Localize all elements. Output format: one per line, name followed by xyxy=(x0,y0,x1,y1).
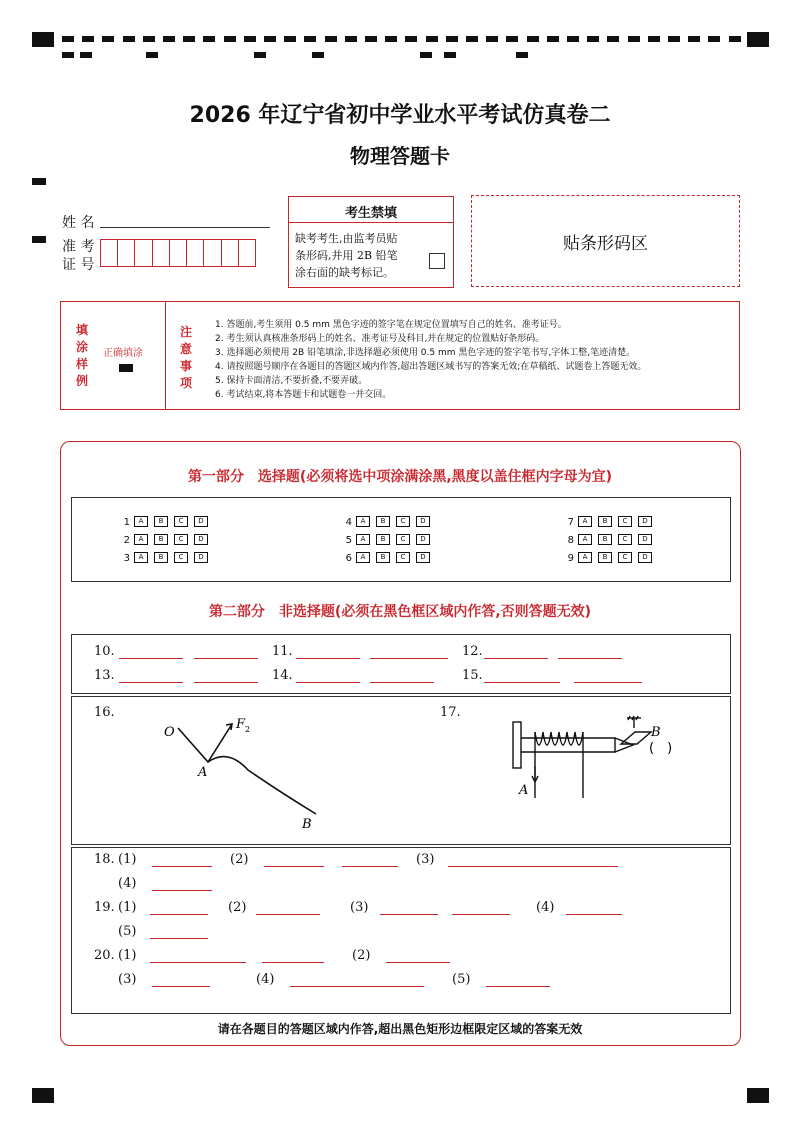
q17-current-label: A xyxy=(519,783,529,798)
timing-mark xyxy=(668,36,680,42)
question-number: 6 xyxy=(345,552,352,564)
timing-mark xyxy=(628,36,640,42)
q18-label: 18. xyxy=(94,852,115,867)
q20-part4: (4) xyxy=(256,972,275,987)
timing-mark xyxy=(506,36,518,42)
proctor-text-1: 缺考考生,由监考员贴 xyxy=(295,232,398,245)
proctor-text-2: 条形码,并用 2B 铅笔 xyxy=(295,249,398,262)
instructions-box xyxy=(60,301,740,410)
timing-mark xyxy=(284,36,296,42)
timing-mark xyxy=(587,36,599,42)
option-bubble-d[interactable]: D xyxy=(416,516,430,527)
timing-mark xyxy=(325,36,337,42)
option-bubble-b[interactable]: B xyxy=(376,552,390,563)
question-number: 3 xyxy=(123,552,130,564)
choice-question-row xyxy=(562,534,658,546)
option-bubble-c[interactable]: C xyxy=(396,534,410,545)
side-mark xyxy=(32,178,46,185)
q20-part5: (5) xyxy=(452,972,471,987)
option-bubble-b[interactable]: B xyxy=(154,552,168,563)
timing-mark xyxy=(264,36,276,42)
option-bubble-a[interactable]: A xyxy=(356,552,370,563)
option-bubble-c[interactable]: C xyxy=(174,552,188,563)
choice-question-row xyxy=(118,534,214,546)
timing-mark xyxy=(547,36,559,42)
option-bubble-b[interactable]: B xyxy=(598,552,612,563)
choice-question-row xyxy=(340,552,436,564)
timing-mark xyxy=(607,36,619,42)
q17-label: 17. xyxy=(440,705,461,720)
proctor-box xyxy=(288,196,454,288)
side-mark xyxy=(32,236,46,243)
timing-mark xyxy=(80,52,92,58)
option-bubble-a[interactable]: A xyxy=(134,534,148,545)
question-number: 4 xyxy=(345,516,352,528)
barcode-area-label: 贴条形码区 xyxy=(563,233,648,254)
q19-part4: (4) xyxy=(536,900,555,915)
timing-mark xyxy=(516,52,528,58)
part1-heading: 第一部分 选择题(必须将选中项涂满涂黑,黑度以盖住框内字母为宜) xyxy=(187,469,613,485)
fill-example-label: 填 涂 样 例 xyxy=(75,323,88,388)
option-bubble-d[interactable]: D xyxy=(416,534,430,545)
choice-question-row xyxy=(562,552,658,564)
q16-force-subscript: 2 xyxy=(245,725,251,734)
timing-mark xyxy=(123,36,135,42)
option-bubble-c[interactable]: C xyxy=(174,534,188,545)
timing-mark xyxy=(466,36,478,42)
note-item: 1. 答题前,考生须用 0.5 mm 黑色字迹的签字笔在规定位置填写自己的姓名、准考证号。 xyxy=(215,320,567,330)
q19-part1: (1) xyxy=(118,900,137,915)
question-number: 9 xyxy=(567,552,574,564)
q16-label: 16. xyxy=(94,705,115,720)
q17-answer-paren[interactable]: ( ) xyxy=(649,741,673,756)
timing-mark xyxy=(62,52,74,58)
q18-part4: (4) xyxy=(118,876,137,891)
timing-mark xyxy=(254,52,266,58)
option-bubble-d[interactable]: D xyxy=(638,534,652,545)
notes-label: 注 意 事 项 xyxy=(179,325,192,390)
timing-mark xyxy=(345,36,357,42)
timing-mark xyxy=(163,36,175,42)
choice-question-row xyxy=(340,534,436,546)
option-bubble-a[interactable]: A xyxy=(356,516,370,527)
solenoid-diagram xyxy=(513,716,651,798)
option-bubble-a[interactable]: A xyxy=(134,516,148,527)
timing-mark xyxy=(486,36,498,42)
exam-id-boxes[interactable] xyxy=(100,239,256,267)
option-bubble-a[interactable]: A xyxy=(578,516,592,527)
footer-note: 请在各题目的答题区域内作答,超出黑色矩形边框限定区域的答案无效 xyxy=(217,1022,583,1036)
proctor-box-title: 考生禁填 xyxy=(289,197,453,223)
correct-fill-label: 正确填涂 xyxy=(103,348,143,359)
q17-point-b: B xyxy=(651,725,661,740)
option-bubble-c[interactable]: C xyxy=(618,552,632,563)
option-bubble-d[interactable]: D xyxy=(194,552,208,563)
proctor-text-3: 涂右面的缺考标记。 xyxy=(295,266,394,279)
timing-mark xyxy=(444,52,456,58)
option-bubble-a[interactable]: A xyxy=(134,552,148,563)
timing-mark xyxy=(62,36,74,42)
note-item: 4. 请按照题号顺序在各题目的答题区域内作答,超出答题区域书写的答案无效;在草稿纸、试题卷上答题无效。 xyxy=(215,362,647,372)
timing-mark xyxy=(365,36,377,42)
timing-mark xyxy=(146,52,158,58)
q17-diagram[interactable] xyxy=(505,712,695,812)
corner-mark-bottom-left xyxy=(32,1088,54,1103)
option-bubble-a[interactable]: A xyxy=(578,534,592,545)
timing-mark xyxy=(708,36,720,42)
question-number: 1 xyxy=(123,516,130,528)
q20-part2: (2) xyxy=(352,948,371,963)
absent-mark-box[interactable] xyxy=(429,253,445,269)
filled-bubble-example xyxy=(119,364,133,372)
name-label: 姓 名 xyxy=(62,215,95,231)
q18-part3: (3) xyxy=(416,852,435,867)
timing-mark xyxy=(82,36,94,42)
option-bubble-a[interactable]: A xyxy=(356,534,370,545)
note-item: 3. 选择题必须使用 2B 铅笔填涂,非选择题必须使用 0.5 mm 黑色字迹的签字笔书写,字体工整,笔迹清楚。 xyxy=(215,348,636,358)
timing-mark xyxy=(405,36,417,42)
q13-label: 13. xyxy=(94,668,115,683)
question-number: 8 xyxy=(567,534,574,546)
q15-label: 15. xyxy=(462,668,483,683)
q16-force-label: F xyxy=(236,717,246,732)
option-bubble-c[interactable]: C xyxy=(396,552,410,563)
fill-in-box xyxy=(71,634,731,694)
option-bubble-b[interactable]: B xyxy=(154,516,168,527)
q19-part2: (2) xyxy=(228,900,247,915)
corner-mark-bottom-right xyxy=(747,1088,769,1103)
q19-label: 19. xyxy=(94,900,115,915)
timing-mark xyxy=(426,36,438,42)
note-item: 6. 考试结束,将本答题卡和试题卷一并交回。 xyxy=(215,390,392,400)
q14-label: 14. xyxy=(272,668,293,683)
page-subtitle: 物理答题卡 xyxy=(350,144,450,168)
option-bubble-c[interactable]: C xyxy=(396,516,410,527)
note-item: 2. 考生须认真核准条形码上的姓名、准考证号及科目,并在规定的位置贴好条形码。 xyxy=(215,334,545,344)
option-bubble-b[interactable]: B xyxy=(598,534,612,545)
choice-question-row xyxy=(118,552,214,564)
q16-point-a: A xyxy=(198,765,208,780)
timing-mark xyxy=(729,36,741,42)
exam-id-label-2: 证 号 xyxy=(62,257,95,273)
q20-part1: (1) xyxy=(118,948,137,963)
timing-mark xyxy=(420,52,432,58)
choice-question-row xyxy=(340,516,436,528)
timing-mark xyxy=(648,36,660,42)
q19-part3: (3) xyxy=(350,900,369,915)
q12-label: 12. xyxy=(462,644,483,659)
option-bubble-b[interactable]: B xyxy=(376,516,390,527)
timing-mark xyxy=(102,36,114,42)
timing-mark xyxy=(203,36,215,42)
option-bubble-b[interactable]: B xyxy=(154,534,168,545)
q16-point-o: O xyxy=(164,725,175,740)
option-bubble-b[interactable]: B xyxy=(598,516,612,527)
page-title: 2026 年辽宁省初中学业水平考试仿真卷二 xyxy=(189,103,611,128)
q16-point-b: B xyxy=(302,817,312,832)
name-field[interactable] xyxy=(100,227,270,228)
timing-mark xyxy=(304,36,316,42)
timing-mark xyxy=(244,36,256,42)
timing-mark xyxy=(567,36,579,42)
option-bubble-d[interactable]: D xyxy=(638,552,652,563)
question-number: 5 xyxy=(345,534,352,546)
option-bubble-d[interactable]: D xyxy=(194,516,208,527)
q10-label: 10. xyxy=(94,644,115,659)
timing-mark xyxy=(446,36,458,42)
option-bubble-c[interactable]: C xyxy=(618,534,632,545)
q19-part5: (5) xyxy=(118,924,137,939)
option-bubble-c[interactable]: C xyxy=(174,516,188,527)
part2-heading: 第二部分 非选择题(必须在黑色框区域内作答,否则答题无效) xyxy=(208,604,592,620)
q18-part1: (1) xyxy=(118,852,137,867)
option-bubble-d[interactable]: D xyxy=(638,516,652,527)
option-bubble-c[interactable]: C xyxy=(618,516,632,527)
q11-label: 11. xyxy=(272,644,293,659)
notes-list xyxy=(215,318,646,402)
question-number: 7 xyxy=(567,516,574,528)
timing-mark xyxy=(385,36,397,42)
q16-diagram[interactable] xyxy=(150,712,330,832)
short-answer-box xyxy=(71,847,731,1014)
exam-id-label-1: 准 考 xyxy=(62,239,95,255)
timing-mark xyxy=(224,36,236,42)
choice-question-row xyxy=(118,516,214,528)
timing-mark xyxy=(143,36,155,42)
option-bubble-d[interactable]: D xyxy=(194,534,208,545)
q18-part2: (2) xyxy=(230,852,249,867)
note-item: 5. 保持卡面清洁,不要折叠,不要弄破。 xyxy=(215,376,368,386)
q20-part3: (3) xyxy=(118,972,137,987)
question-number: 2 xyxy=(123,534,130,546)
barcode-area xyxy=(471,195,740,287)
timing-mark xyxy=(183,36,195,42)
timing-mark xyxy=(688,36,700,42)
option-bubble-a[interactable]: A xyxy=(578,552,592,563)
timing-mark xyxy=(312,52,324,58)
option-bubble-d[interactable]: D xyxy=(416,552,430,563)
timing-mark xyxy=(527,36,539,42)
option-bubble-b[interactable]: B xyxy=(376,534,390,545)
q20-label: 20. xyxy=(94,948,115,963)
choice-question-row xyxy=(562,516,658,528)
